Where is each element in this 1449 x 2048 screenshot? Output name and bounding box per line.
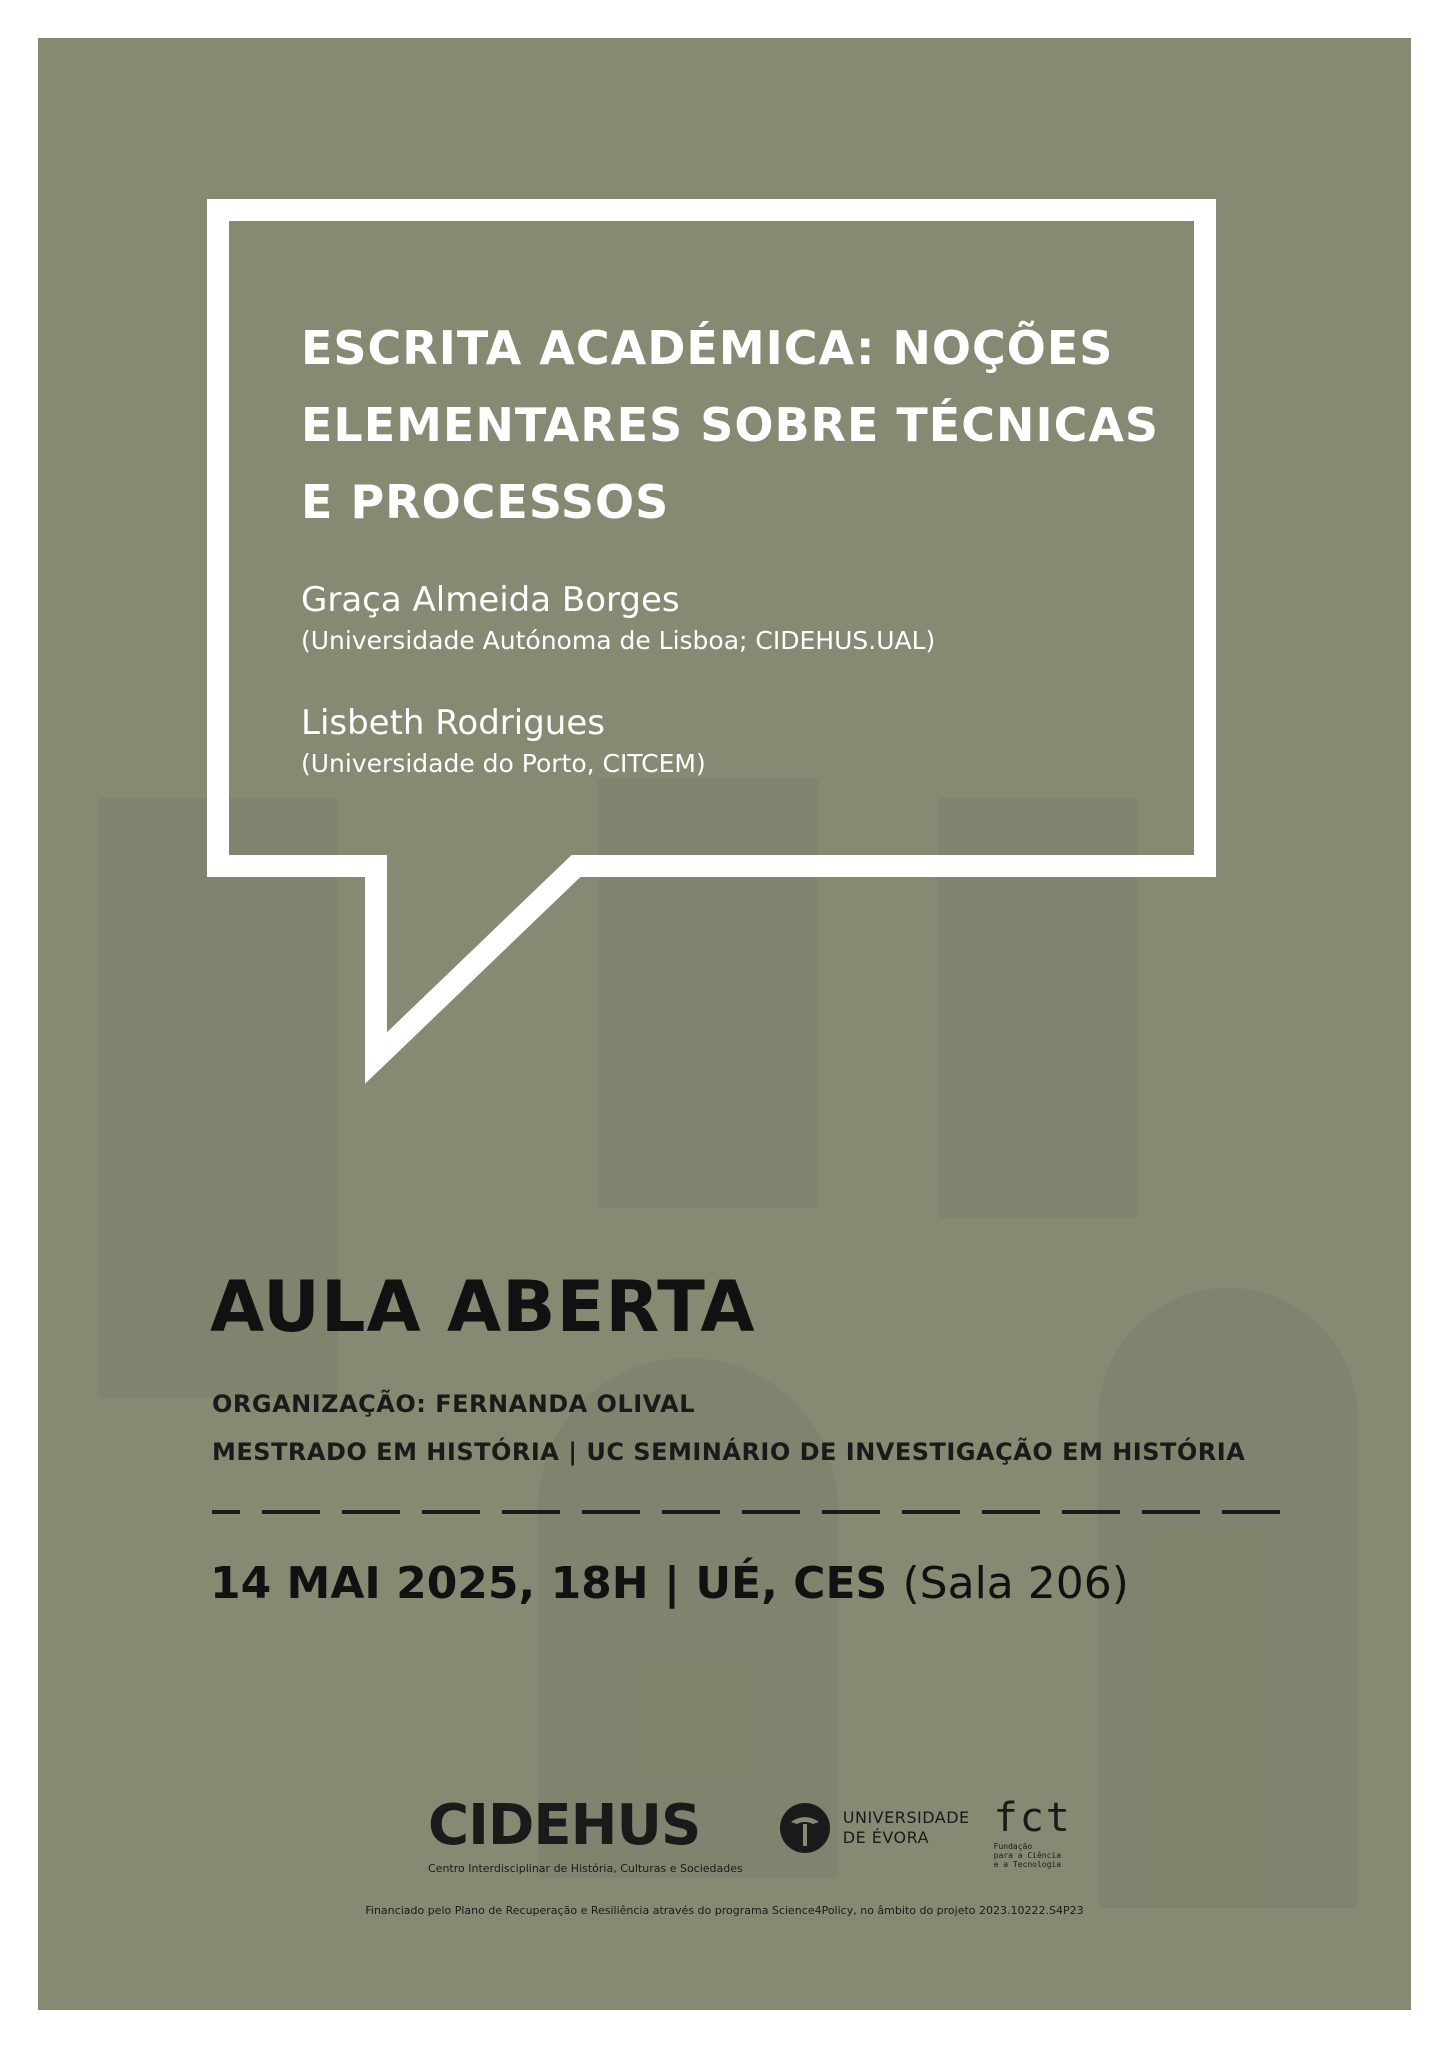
speaker-affiliation: (Universidade Autónoma de Lisboa; CIDEHUS.UAL) [301, 626, 936, 655]
speaker-block [301, 580, 935, 655]
date-time-place: 14 MAI 2025, 18H | UÉ, CES [210, 1558, 888, 1609]
speaker-affiliation: (Universidade do Porto, CITCEM) [301, 749, 706, 778]
uevora-emblem-icon [779, 1802, 831, 1854]
title-line: E PROCESSOS [301, 475, 670, 529]
fct-line: Fundação [993, 1842, 1033, 1851]
fct-logo [993, 1795, 1072, 1869]
uevora-logo [779, 1802, 970, 1854]
cidehus-wordmark: CIDEHUS [428, 1793, 701, 1858]
fct-line: e a Tecnologia [993, 1860, 1062, 1869]
date-location [210, 1558, 1129, 1609]
dashed-divider [212, 1510, 1302, 1514]
organization-line: ORGANIZAÇÃO: FERNANDA OLIVAL [212, 1390, 695, 1418]
fct-line: para a Ciência [993, 1851, 1062, 1860]
speaker-block [301, 703, 706, 778]
program-line: MESTRADO EM HISTÓRIA | UC SEMINÁRIO DE INVESTIGAÇÃO EM HISTÓRIA [212, 1438, 1246, 1466]
cidehus-subtitle: Centro Interdisciplinar de História, Culturas e Sociedades [428, 1862, 743, 1875]
event-type-heading: AULA ABERTA [210, 1266, 756, 1348]
uevora-line: DE ÉVORA [842, 1828, 930, 1847]
partner-logos [428, 1793, 1072, 1908]
title-line: ELEMENTARES SOBRE TÉCNICAS [301, 398, 1160, 452]
cidehus-logo [428, 1793, 743, 1875]
event-title [301, 310, 1161, 541]
fct-wordmark: fct [993, 1795, 1072, 1841]
room: (Sala 206) [902, 1558, 1129, 1609]
speaker-name: Graça Almeida Borges [301, 580, 680, 620]
uevora-line: UNIVERSIDADE [842, 1808, 970, 1827]
poster [38, 38, 1411, 2010]
speaker-name: Lisbeth Rodrigues [301, 703, 605, 743]
funding-note: Financiado pelo Plano de Recuperação e Resiliência através do programa Science4Policy, no âmbito do projeto 2023.10222.S4P23 [365, 1904, 1084, 1917]
title-line: ESCRITA ACADÉMICA: NOÇÕES [301, 321, 1114, 375]
